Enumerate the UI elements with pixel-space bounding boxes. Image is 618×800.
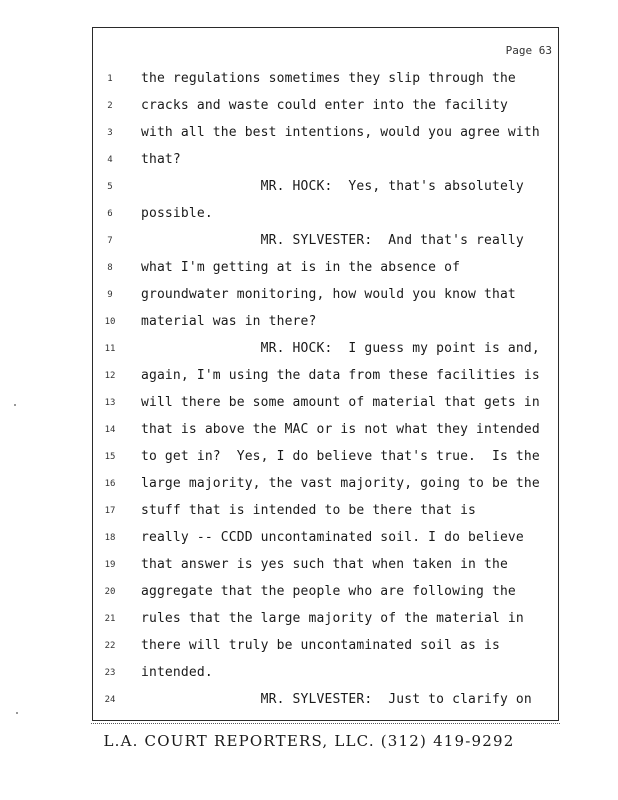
line-text: MR. SYLVESTER: And that's really	[141, 233, 524, 248]
transcript-line	[93, 636, 558, 663]
transcript-line	[93, 150, 558, 177]
transcript-line	[93, 393, 558, 420]
line-text: groundwater monitoring, how would you know that	[141, 287, 516, 302]
transcript-line	[93, 204, 558, 231]
scan-speck	[16, 712, 18, 714]
transcript-line	[93, 285, 558, 312]
transcript-line	[93, 663, 558, 690]
transcript-line	[93, 528, 558, 555]
transcript-line	[93, 96, 558, 123]
line-number: 24	[104, 695, 116, 705]
line-text: MR. SYLVESTER: Just to clarify on	[141, 692, 532, 707]
line-number: 16	[104, 479, 116, 489]
line-text: MR. HOCK: I guess my point is and,	[141, 341, 540, 356]
page-number: Page 63	[505, 44, 552, 57]
transcript-line	[93, 420, 558, 447]
line-number: 17	[104, 506, 116, 516]
line-text: really -- CCDD uncontaminated soil. I do believe	[141, 530, 524, 545]
line-number: 8	[107, 263, 113, 273]
transcript-line	[93, 555, 558, 582]
line-number: 10	[104, 317, 116, 327]
line-number: 18	[104, 533, 116, 543]
line-text: stuff that is intended to be there that is	[141, 503, 477, 518]
line-text: that is above the MAC or is not what they intended	[141, 422, 540, 437]
line-number: 3	[107, 128, 113, 138]
line-number: 19	[104, 560, 116, 570]
line-number: 9	[107, 290, 113, 300]
line-text: will there be some amount of material that gets in	[141, 395, 540, 410]
line-number: 13	[104, 398, 116, 408]
transcript-line	[93, 690, 558, 717]
line-text: rules that the large majority of the material in	[141, 611, 524, 626]
line-text: that answer is yes such that when taken in the	[141, 557, 508, 572]
line-number: 7	[107, 236, 113, 246]
line-number: 1	[107, 74, 113, 84]
line-text: cracks and waste could enter into the facility	[141, 98, 508, 113]
line-text: what I'm getting at is in the absence of	[141, 260, 461, 275]
line-text: large majority, the vast majority, going to be the	[141, 476, 540, 491]
line-number: 4	[107, 155, 113, 165]
line-number: 15	[104, 452, 116, 462]
line-text: there will truly be uncontaminated soil as is	[141, 638, 500, 653]
transcript-line	[93, 123, 558, 150]
scan-speck	[14, 404, 16, 406]
line-text: that?	[141, 152, 181, 167]
line-number: 12	[104, 371, 116, 381]
line-number: 23	[104, 668, 116, 678]
line-text: again, I'm using the data from these facilities is	[141, 368, 540, 383]
court-reporter-footer: L.A. COURT REPORTERS, LLC. (312) 419-9292	[103, 732, 515, 750]
line-number: 20	[104, 587, 116, 597]
transcript-line	[93, 582, 558, 609]
line-text: MR. HOCK: Yes, that's absolutely	[141, 179, 524, 194]
transcript-line	[93, 231, 558, 258]
line-text: possible.	[141, 206, 213, 221]
transcript-line	[93, 312, 558, 339]
transcript-line	[93, 609, 558, 636]
transcript-line	[93, 177, 558, 204]
transcript-line	[93, 501, 558, 528]
line-text: aggregate that the people who are following the	[141, 584, 516, 599]
transcript-line	[93, 258, 558, 285]
line-number: 5	[107, 182, 113, 192]
line-number: 14	[104, 425, 116, 435]
line-text: material was in there?	[141, 314, 317, 329]
transcript-line	[93, 69, 558, 96]
line-number: 2	[107, 101, 113, 111]
line-number: 21	[104, 614, 116, 624]
transcript-line	[93, 339, 558, 366]
transcript-line	[93, 447, 558, 474]
transcript-page	[92, 27, 559, 721]
line-text: the regulations sometimes they slip through the	[141, 71, 516, 86]
line-number: 22	[104, 641, 116, 651]
transcript-line	[93, 474, 558, 501]
line-number: 11	[104, 344, 116, 354]
transcript-line	[93, 366, 558, 393]
line-number: 6	[107, 209, 113, 219]
line-text: with all the best intentions, would you agree with	[141, 125, 540, 140]
line-text: intended.	[141, 665, 213, 680]
line-text: to get in? Yes, I do believe that's true. Is the	[141, 449, 540, 464]
